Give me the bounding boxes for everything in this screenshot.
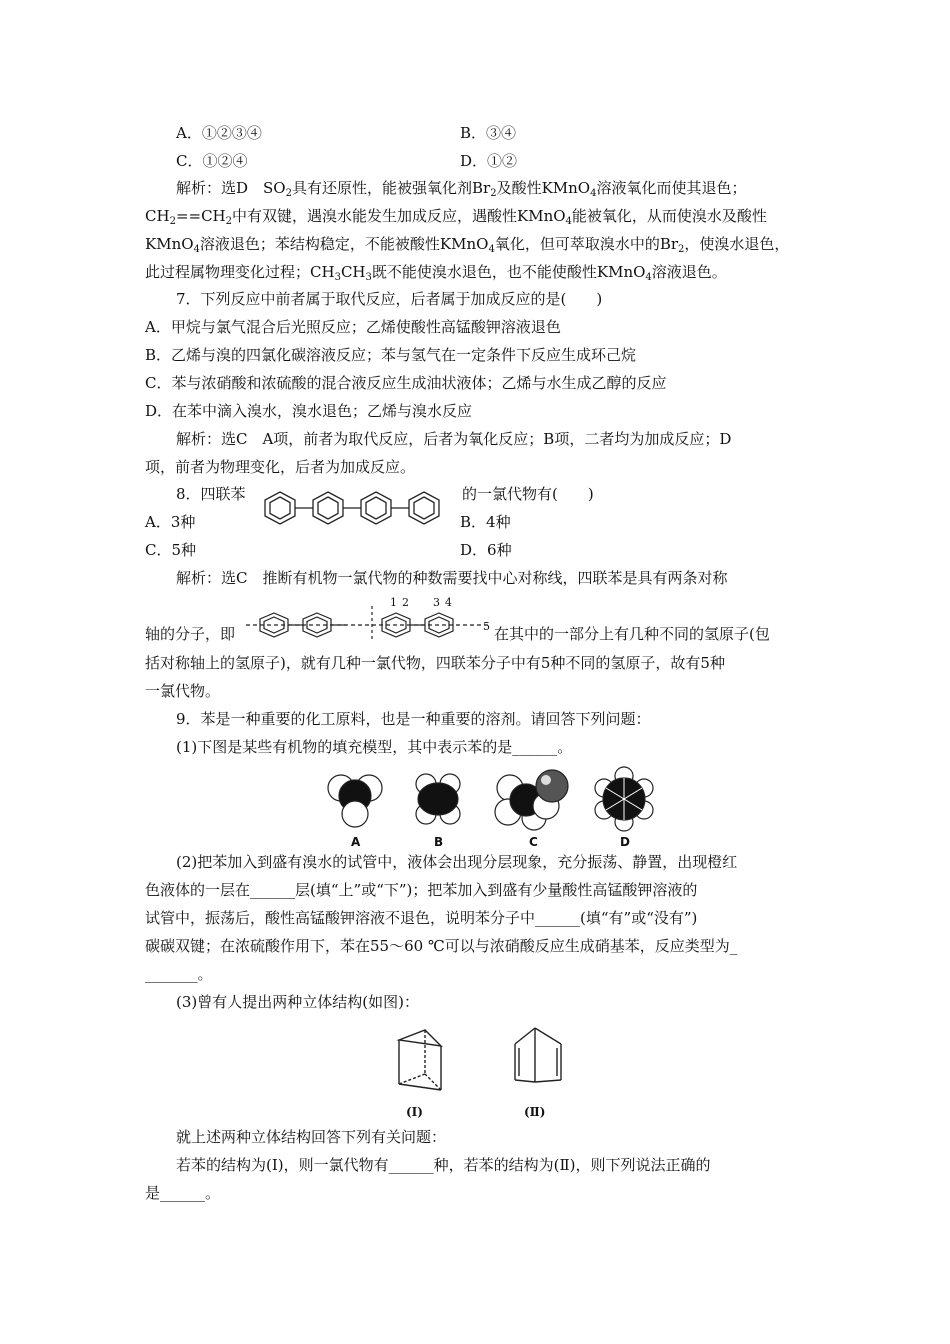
q9-part2-line2: 色液体的一层在______层(填“上”或“下”)；把苯加入到盛有少量酸性高锰酸钾溶液的 [145, 881, 698, 899]
proposed-benzene-structures [380, 1020, 580, 1124]
position-label-5: 5 [483, 620, 490, 633]
q9-part4: 就上述两种立体结构回答下列有关问题： [176, 1128, 447, 1146]
q8-option-c: C．5种 [145, 541, 197, 559]
q7-analysis-line1: 解析：选C A项，前者为取代反应，后者为氧化反应；B项，二者均为加成反应；D [176, 430, 732, 448]
q8-stem-b: 的一氯代物有( ) [462, 485, 594, 503]
q8-option-a: A．3种 [145, 513, 196, 531]
q9-part5-line1: 若苯的结构为(Ⅰ)，则一氯代物有______种，若苯的结构为(Ⅱ)，则下列说法正确的 [176, 1156, 711, 1174]
q8-analysis-line4: 一氯代物。 [145, 682, 221, 700]
q7-option-a: A．甲烷与氯气混合后光照反应；乙烯使酸性高锰酸钾溶液退色 [145, 318, 561, 336]
q8-analysis-line2b: 在其中的一部分上有几种不同的氢原子(包 [494, 625, 770, 643]
q9-part2-line4: 碳碳双键；在浓硫酸作用下，苯在55～60 ℃可以与浓硝酸反应生成硝基苯，反应类型为_ [145, 937, 738, 955]
q9-part2-line3: 试管中，振荡后，酸性高锰酸钾溶液不退色，说明苯分子中______(填“有”或“没有”) [145, 909, 698, 927]
q9-part3: (3)曾有人提出两种立体结构(如图)： [176, 993, 419, 1011]
q6-option-d: D．①② [460, 152, 518, 170]
q8-stem-a: 8．四联苯 [176, 485, 246, 503]
position-label-1: 1 [390, 596, 397, 609]
position-label-2: 2 [402, 596, 409, 609]
structure-i-prism [399, 1030, 441, 1090]
q8-analysis-line2a: 轴的分子，即 [145, 625, 236, 643]
q9-stem: 9．苯是一种重要的化工原料，也是一种重要的溶剂。请回答下列问题： [176, 710, 651, 728]
q6-analysis-line2: $CH_2==CH_2$中有双键，遇溴水能发生加成反应，遇酸性KMnO$_4$能被氧化，从而使溴水及酸性 [145, 207, 767, 227]
structure-ii-dewar [515, 1028, 561, 1082]
q8-analysis-line3: 括对称轴上的氢原子)，就有几种一氯代物，四联苯分子中有5种不同的氢原子，故有5种 [145, 654, 725, 672]
q7-option-d: D．在苯中滴入溴水，溴水退色；乙烯与溴水反应 [145, 402, 473, 420]
symmetry-axis-diagram [244, 592, 494, 642]
model-d [595, 767, 653, 831]
q8-option-b: B．4种 [460, 513, 511, 531]
structure-label-i: (Ⅰ) [406, 1105, 423, 1119]
q9-part1: (1)下图是某些有机物的填充模型，其中表示苯的是______。 [176, 738, 573, 756]
q6-option-b: B．③④ [460, 124, 517, 142]
q7-option-b: B．乙烯与溴的四氯化碳溶液反应；苯与氢气在一定条件下反应生成环己烷 [145, 346, 637, 364]
q6-analysis-line3: KMnO$_4$溶液退色；苯结构稳定，不能被酸性KMnO$_4$氧化，但可萃取溴水中的$Br_2$，使溴水退色， [145, 235, 790, 255]
quaterphenyl-structure [258, 488, 450, 528]
q9-part2-line5: _______。 [145, 965, 213, 983]
q7-stem: 7．下列反应中前者属于取代反应，后者属于加成反应的是( ) [176, 290, 603, 308]
q7-analysis-line2: 项，前者为物理变化，后者为加成反应。 [145, 458, 416, 476]
q7-option-c: C．苯与浓硝酸和浓硫酸的混合液反应生成油状液体；乙烯与水生成乙醇的反应 [145, 374, 667, 392]
q6-analysis-line1: 解析：选D $SO_2$具有还原性，能被强氧化剂$Br_2$及酸性KMnO$_4$溶液氧化而使其退色； [176, 179, 747, 199]
position-label-3: 3 [433, 596, 440, 609]
q8-analysis-line1: 解析：选C 推断有机物一氯代物的种数需要找中心对称线，四联苯是具有两条对称 [176, 569, 728, 587]
q9-part2-line1: (2)把苯加入到盛有溴水的试管中，液体会出现分层现象，充分振荡、静置，出现橙红 [176, 853, 738, 871]
q6-option-a: A．①②③④ [176, 124, 262, 142]
model-label-d: D [620, 835, 630, 849]
position-label-4: 4 [445, 596, 452, 609]
model-label-c: C [529, 835, 538, 849]
model-label-a: A [351, 835, 361, 849]
q9-part5-line2: 是______。 [145, 1184, 221, 1202]
q6-analysis-line4: 此过程属物理变化过程；$CH_3CH_3$既不能使溴水退色，也不能使酸性KMnO$_4$溶液退色。 [145, 263, 727, 283]
structure-label-ii: (Ⅱ) [524, 1105, 546, 1119]
q6-option-c: C．①②④ [176, 152, 248, 170]
model-label-b: B [434, 835, 444, 849]
model-b [416, 774, 460, 824]
q8-option-d: D．6种 [460, 541, 512, 559]
model-c [495, 770, 568, 830]
model-a [328, 775, 382, 827]
space-filling-models [318, 766, 658, 850]
